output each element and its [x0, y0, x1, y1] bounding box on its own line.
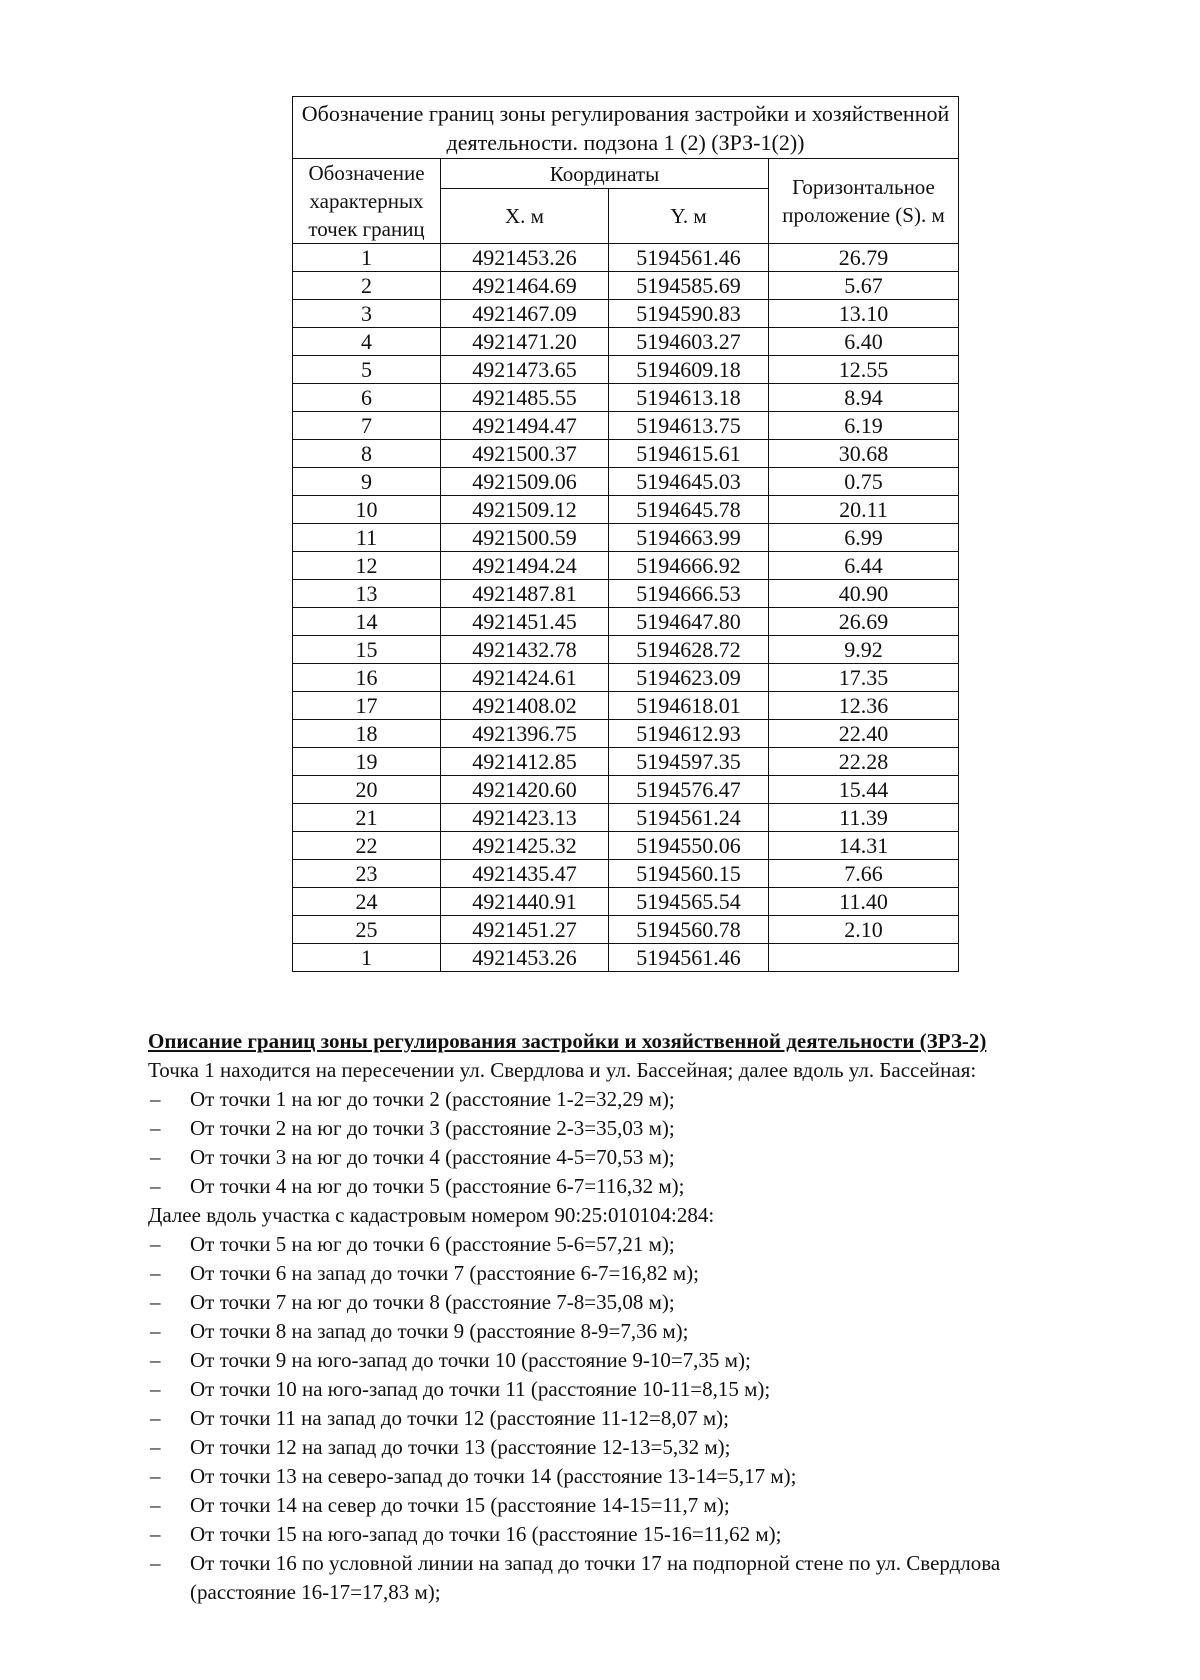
x-cell: 4921425.32: [441, 832, 609, 860]
list-item-text: От точки 7 на юг до точки 8 (расстояние 7-8=35,08 м);: [190, 1290, 675, 1314]
table-row: [293, 356, 959, 384]
x-cell: 4921440.91: [441, 888, 609, 916]
distance-cell: 12.36: [769, 692, 959, 720]
coordinates-table-body: [293, 244, 959, 972]
list-item-text: От точки 15 на юго-запад до точки 16 (расстояние 15-16=11,62 м);: [190, 1522, 782, 1546]
list-item-text: От точки 16 по условной линии на запад до точки 17 на подпорной стене по ул. Свердлова (расстояние 16-17=17,83 м);: [190, 1551, 1001, 1604]
description-list-2: [148, 1230, 1108, 1607]
point-cell: 4: [293, 328, 441, 356]
list-item: [148, 1375, 1108, 1404]
point-cell: 1: [293, 244, 441, 272]
y-cell: 5194628.72: [609, 636, 769, 664]
distance-cell: 2.10: [769, 916, 959, 944]
x-cell: 4921423.13: [441, 804, 609, 832]
list-item-text: От точки 12 на запад до точки 13 (расстояние 12-13=5,32 м);: [190, 1435, 731, 1459]
dash-bullet: –: [150, 1435, 161, 1459]
distance-cell: 5.67: [769, 272, 959, 300]
distance-cell: 8.94: [769, 384, 959, 412]
list-item: [148, 1433, 1108, 1462]
coordinates-table: [292, 96, 959, 972]
list-item: [148, 1346, 1108, 1375]
dash-bullet: –: [150, 1261, 161, 1285]
point-cell: 16: [293, 664, 441, 692]
table-row: [293, 916, 959, 944]
y-cell: 5194647.80: [609, 608, 769, 636]
y-cell: 5194645.78: [609, 496, 769, 524]
header-horizontal-distance: Горизонтальное проложение (S). м: [769, 159, 959, 244]
x-cell: 4921435.47: [441, 860, 609, 888]
distance-cell: 22.40: [769, 720, 959, 748]
y-cell: 5194645.03: [609, 468, 769, 496]
list-item-text: От точки 9 на юго-запад до точки 10 (расстояние 9-10=7,35 м);: [190, 1348, 751, 1372]
distance-cell: 40.90: [769, 580, 959, 608]
y-cell: 5194663.99: [609, 524, 769, 552]
point-cell: 25: [293, 916, 441, 944]
x-cell: 4921509.06: [441, 468, 609, 496]
table-row: [293, 776, 959, 804]
x-cell: 4921412.85: [441, 748, 609, 776]
list-item-text: От точки 8 на запад до точки 9 (расстояние 8-9=7,36 м);: [190, 1319, 689, 1343]
y-cell: 5194590.83: [609, 300, 769, 328]
dash-bullet: –: [150, 1174, 161, 1198]
dash-bullet: –: [150, 1319, 161, 1343]
point-cell: 23: [293, 860, 441, 888]
point-cell: 10: [293, 496, 441, 524]
distance-cell: 6.44: [769, 552, 959, 580]
list-item-text: От точки 13 на северо-запад до точки 14 (расстояние 13-14=5,17 м);: [190, 1464, 797, 1488]
dash-bullet: –: [150, 1464, 161, 1488]
table-row: [293, 580, 959, 608]
list-item: [148, 1288, 1108, 1317]
list-item-text: От точки 4 на юг до точки 5 (расстояние 6-7=116,32 м);: [190, 1174, 685, 1198]
table-row: [293, 804, 959, 832]
list-item: [148, 1549, 1108, 1607]
table-row: [293, 300, 959, 328]
dash-bullet: –: [150, 1232, 161, 1256]
list-item-text: От точки 14 на север до точки 15 (расстояние 14-15=11,7 м);: [190, 1493, 730, 1517]
x-cell: 4921453.26: [441, 244, 609, 272]
table-row: [293, 888, 959, 916]
y-cell: 5194613.75: [609, 412, 769, 440]
distance-cell: 6.19: [769, 412, 959, 440]
x-cell: 4921487.81: [441, 580, 609, 608]
dash-bullet: –: [150, 1116, 161, 1140]
dash-bullet: –: [150, 1406, 161, 1430]
x-cell: 4921451.27: [441, 916, 609, 944]
point-cell: 12: [293, 552, 441, 580]
distance-cell: 11.40: [769, 888, 959, 916]
distance-cell: 22.28: [769, 748, 959, 776]
table-row: [293, 748, 959, 776]
y-cell: 5194550.06: [609, 832, 769, 860]
dash-bullet: –: [150, 1348, 161, 1372]
y-cell: 5194618.01: [609, 692, 769, 720]
point-cell: 20: [293, 776, 441, 804]
x-cell: 4921408.02: [441, 692, 609, 720]
distance-cell: 17.35: [769, 664, 959, 692]
y-cell: 5194560.78: [609, 916, 769, 944]
list-item-text: От точки 2 на юг до точки 3 (расстояние 2-3=35,03 м);: [190, 1116, 675, 1140]
y-cell: 5194615.61: [609, 440, 769, 468]
list-item: [148, 1143, 1108, 1172]
point-cell: 13: [293, 580, 441, 608]
table-row: [293, 832, 959, 860]
list-item-text: От точки 11 на запад до точки 12 (расстояние 11-12=8,07 м);: [190, 1406, 729, 1430]
x-cell: 4921471.20: [441, 328, 609, 356]
table-row: [293, 244, 959, 272]
dash-bullet: –: [150, 1087, 161, 1111]
list-item: [148, 1259, 1108, 1288]
y-cell: 5194561.46: [609, 944, 769, 972]
x-cell: 4921494.24: [441, 552, 609, 580]
point-cell: 21: [293, 804, 441, 832]
header-x: Х. м: [441, 189, 609, 244]
distance-cell: 30.68: [769, 440, 959, 468]
distance-cell: 11.39: [769, 804, 959, 832]
table-row: [293, 664, 959, 692]
dash-bullet: –: [150, 1551, 161, 1575]
table-row: [293, 944, 959, 972]
header-coordinates: Координаты: [441, 159, 769, 189]
list-item: [148, 1085, 1108, 1114]
y-cell: 5194561.24: [609, 804, 769, 832]
point-cell: 9: [293, 468, 441, 496]
header-points: Обозначение характерных точек границ: [293, 159, 441, 244]
distance-cell: 9.92: [769, 636, 959, 664]
table-row: [293, 720, 959, 748]
table-row: [293, 608, 959, 636]
dash-bullet: –: [150, 1145, 161, 1169]
dash-bullet: –: [150, 1377, 161, 1401]
y-cell: 5194666.92: [609, 552, 769, 580]
list-item: [148, 1404, 1108, 1433]
distance-cell: 0.75: [769, 468, 959, 496]
dash-bullet: –: [150, 1290, 161, 1314]
x-cell: 4921467.09: [441, 300, 609, 328]
y-cell: 5194560.15: [609, 860, 769, 888]
table-row: [293, 496, 959, 524]
x-cell: 4921473.65: [441, 356, 609, 384]
x-cell: 4921500.37: [441, 440, 609, 468]
table-row: [293, 636, 959, 664]
description-middle: Далее вдоль участка с кадастровым номером 90:25:010104:284:: [148, 1203, 715, 1227]
distance-cell: 26.79: [769, 244, 959, 272]
header-y: Y. м: [609, 189, 769, 244]
x-cell: 4921494.47: [441, 412, 609, 440]
list-item: [148, 1114, 1108, 1143]
x-cell: 4921500.59: [441, 524, 609, 552]
dash-bullet: –: [150, 1493, 161, 1517]
x-cell: 4921509.12: [441, 496, 609, 524]
point-cell: 11: [293, 524, 441, 552]
x-cell: 4921424.61: [441, 664, 609, 692]
point-cell: 18: [293, 720, 441, 748]
distance-cell: 20.11: [769, 496, 959, 524]
y-cell: 5194612.93: [609, 720, 769, 748]
description-intro: Точка 1 находится на пересечении ул. Свердлова и ул. Бассейная; далее вдоль ул. Бассейная:: [148, 1058, 977, 1082]
distance-cell: 7.66: [769, 860, 959, 888]
distance-cell: 6.40: [769, 328, 959, 356]
point-cell: 15: [293, 636, 441, 664]
table-row: [293, 552, 959, 580]
boundary-description: [148, 1026, 1108, 1607]
description-list-1: [148, 1085, 1108, 1201]
table-row: [293, 692, 959, 720]
point-cell: 8: [293, 440, 441, 468]
distance-cell: 15.44: [769, 776, 959, 804]
y-cell: 5194597.35: [609, 748, 769, 776]
distance-cell: 14.31: [769, 832, 959, 860]
distance-cell: 6.99: [769, 524, 959, 552]
list-item: [148, 1462, 1108, 1491]
list-item: [148, 1230, 1108, 1259]
x-cell: 4921453.26: [441, 944, 609, 972]
point-cell: 1: [293, 944, 441, 972]
dash-bullet: –: [150, 1522, 161, 1546]
table-row: [293, 384, 959, 412]
point-cell: 14: [293, 608, 441, 636]
distance-cell: 12.55: [769, 356, 959, 384]
list-item: [148, 1317, 1108, 1346]
y-cell: 5194609.18: [609, 356, 769, 384]
x-cell: 4921464.69: [441, 272, 609, 300]
list-item-text: От точки 5 на юг до точки 6 (расстояние 5-6=57,21 м);: [190, 1232, 675, 1256]
table-row: [293, 412, 959, 440]
x-cell: 4921432.78: [441, 636, 609, 664]
y-cell: 5194565.54: [609, 888, 769, 916]
point-cell: 6: [293, 384, 441, 412]
point-cell: 5: [293, 356, 441, 384]
list-item: [148, 1520, 1108, 1549]
point-cell: 19: [293, 748, 441, 776]
y-cell: 5194666.53: [609, 580, 769, 608]
y-cell: 5194603.27: [609, 328, 769, 356]
y-cell: 5194561.46: [609, 244, 769, 272]
x-cell: 4921485.55: [441, 384, 609, 412]
y-cell: 5194585.69: [609, 272, 769, 300]
x-cell: 4921420.60: [441, 776, 609, 804]
x-cell: 4921451.45: [441, 608, 609, 636]
point-cell: 7: [293, 412, 441, 440]
y-cell: 5194613.18: [609, 384, 769, 412]
point-cell: 2: [293, 272, 441, 300]
list-item-text: От точки 1 на юг до точки 2 (расстояние 1-2=32,29 м);: [190, 1087, 675, 1111]
table-row: [293, 440, 959, 468]
table-row: [293, 272, 959, 300]
list-item: [148, 1491, 1108, 1520]
table-row: [293, 524, 959, 552]
list-item: [148, 1172, 1108, 1201]
list-item-text: От точки 3 на юг до точки 4 (расстояние 4-5=70,53 м);: [190, 1145, 675, 1169]
point-cell: 22: [293, 832, 441, 860]
y-cell: 5194623.09: [609, 664, 769, 692]
distance-cell: 26.69: [769, 608, 959, 636]
description-heading: Описание границ зоны регулирования застройки и хозяйственной деятельности (ЗРЗ-2): [148, 1029, 987, 1053]
y-cell: 5194576.47: [609, 776, 769, 804]
distance-cell: 13.10: [769, 300, 959, 328]
table-row: [293, 328, 959, 356]
table-row: [293, 468, 959, 496]
point-cell: 17: [293, 692, 441, 720]
table-row: [293, 860, 959, 888]
point-cell: 3: [293, 300, 441, 328]
table-title: Обозначение границ зоны регулирования застройки и хозяйственной деятельности. подзона 1 (2) (ЗРЗ-1(2)): [293, 97, 959, 159]
list-item-text: От точки 10 на юго-запад до точки 11 (расстояние 10-11=8,15 м);: [190, 1377, 771, 1401]
distance-cell: [769, 944, 959, 972]
x-cell: 4921396.75: [441, 720, 609, 748]
list-item-text: От точки 6 на запад до точки 7 (расстояние 6-7=16,82 м);: [190, 1261, 700, 1285]
point-cell: 24: [293, 888, 441, 916]
